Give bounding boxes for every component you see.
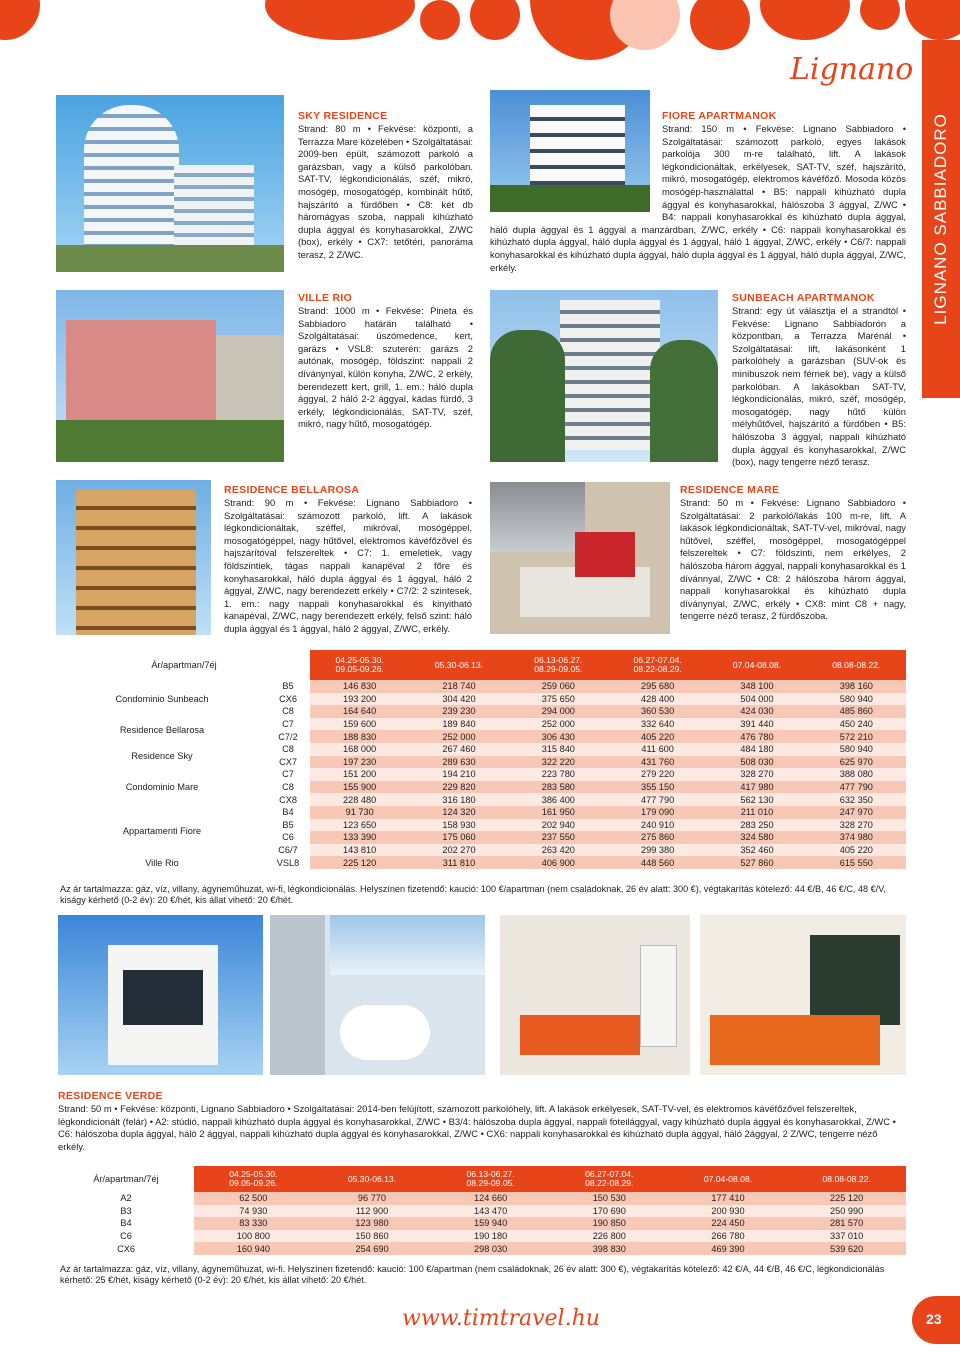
price-cell: 311 810	[409, 856, 508, 869]
price-cell: 580 940	[807, 693, 906, 706]
price-cell: 252 000	[509, 718, 608, 731]
decor-dot	[420, 0, 460, 40]
sky-residence-block	[298, 110, 473, 262]
apartment-code: C8	[266, 743, 310, 756]
price-cell: 281 570	[787, 1217, 906, 1230]
price-row	[58, 768, 906, 781]
price-cell: 283 580	[509, 781, 608, 794]
price-row	[58, 806, 906, 819]
price-table-main-note: Az ár tartalmazza: gáz, víz, villany, ágyneműhuzat, wi-fi, légkondicionálás. Helyszínen fizetendő: kaució: 100 €/apartman (nem családoknak, 26 év alatt: 300 €), végtakarítás kötelező: 44 €/B, 46 €/C, 48 €/V, kiságy kérhető (0-2 év): 20 €/hét, kis állat vihető: 20 €/hét.	[60, 884, 886, 906]
price-cell: 386 400	[509, 793, 608, 806]
price-cell: 477 790	[807, 781, 906, 794]
property-name: Ville Rio	[58, 856, 266, 869]
price-row	[58, 1205, 906, 1218]
fiore-text: Strand: 150 m • Fekvése: Lignano Sabbiadoro • Szolgáltatásai: számozott parkoló, egyes lakások parkolója 300 m-re található, lift. A lakások légkondicionáltak, erkélyesek, SAT-TV, széf, hajszárító, mikró, mosogatógép, elektromos kávéfőző. Mosoda közös mosógép-használattal • B5: nappali kihúzható dupla ággyal és konyhasarokkal, hálószoba 3 ággyal, Z/WC • B4: nappali konyhasarokkal és kihúzható dupla ággyal, háló dupla ággyal és 1 ággyal a manzárdban, Z/WC, erkély • C6: nappali konyhasarokkal és kihúzható dupla ággyal, háló dupla ággyal és 1 ággyal, háló 1 ággyal, Z/WC, erkély • C6/7: nappali konyhasarokkal és kihúzható dupla ággyal, háló dupla ággyal és 1 ággyal, háló dupla ággyal, Z/WC, erkély.	[490, 123, 906, 273]
fiore-title: FIORE APARTMANOK	[662, 110, 777, 122]
footer-website[interactable]: www.timtravel.hu	[402, 1306, 600, 1331]
region-sidebar	[922, 40, 960, 398]
apartment-code: C8	[266, 705, 310, 718]
price-cell: 211 010	[707, 806, 806, 819]
price-cell: 615 550	[807, 856, 906, 869]
decor-dot	[905, 0, 960, 40]
price-cell: 170 690	[550, 1205, 669, 1218]
price-cell: 424 030	[707, 705, 806, 718]
sunbeach-text: Strand: egy út választja el a strandtól • Fekvése: Lignano Sabbiadorón a központban, a Terrazza Marénál • Szolgáltatásai: lift, lakásonként 1 parkolóhely a garázsban (SUV-ok és minibuszok nem férnek be), vagy a külső parkolóban. A lakásokban SAT-TV, légkondicionálás, mikró, széf, mosógép, mosogatógép, nagy hűtő külön mélyhűtővel, hajszárító a fürdőben • B5: hálószoba 3 ággyal, nappali kihúzható dupla ággyal és konyhasarokkal, Z/WC (box), nagy tengerre néző terasz.	[732, 305, 906, 468]
price-cell: 476 780	[707, 730, 806, 743]
price-cell: 62 500	[194, 1192, 313, 1205]
price-cell: 133 390	[310, 831, 409, 844]
price-cell: 431 760	[608, 756, 707, 769]
price-cell: 450 240	[807, 718, 906, 731]
property-name: Appartamenti Fiore	[58, 806, 266, 856]
price-cell: 259 060	[509, 680, 608, 693]
verde-living-room-photo	[500, 915, 690, 1075]
price-table-main	[58, 650, 906, 869]
period-header: 07.04-08.08.	[669, 1166, 788, 1192]
price-table-verde-note: Az ár tartalmazza: gáz, víz, villany, ágyneműhuzat, wi-fi. Helyszínen fizetendő: kaució: 100 €/apartman (nem családoknak, 26 év alatt: 300 €), végtakarítás kötelező: 42 €/A, 44 €/B, 46 €/C, légkondicionálás kérhető: 25 €/hét, kiságy kérhető (0-2 év): 20 €/hét, kis állat vihető: 20 €/hét.	[60, 1264, 885, 1286]
apartment-code: CX6	[58, 1242, 194, 1255]
apartment-code: B3	[58, 1205, 194, 1218]
apartment-code: VSL8	[266, 856, 310, 869]
decor-dot	[860, 0, 900, 30]
apartment-code: C7	[266, 718, 310, 731]
price-cell: 155 900	[310, 781, 409, 794]
price-cell: 200 930	[669, 1205, 788, 1218]
verde-text: Strand: 50 m • Fekvése: központi, Lignano Sabbiadoro • Szolgáltatásai: 2014-ben felújított, számozott parkolóhely, lift. A lakások erkélyesek, SAT-TV-vel, és elektromos kávéfőzővel felszereltek, légkondicionált (felár) • A2: stúdió, nappali kihúzható dupla ággyal és konyhasarokkal, Z/WC • B3/4: hálószoba dupla ággyal, nappali foteilággyal, vagy kihúzható dupla ággyal és konyhasarokkal, Z/WC • C6: hálószoba dupla ággyal, háló 2 ággyal, nappali kihúzható dupla ággyal és konyhasarokkal, Z/WC • CX6: nappali konyhasarokkal és kihúzható dupla ággyal, háló 2ággyal, 2 Z/WC, tengerre néző erkély.	[58, 1103, 896, 1152]
price-cell: 150 530	[550, 1192, 669, 1205]
price-cell: 239 230	[409, 705, 508, 718]
price-table-corner: Ár/apartman/7éj	[151, 660, 217, 670]
apartment-code: C6	[266, 831, 310, 844]
apartment-code: B5	[266, 680, 310, 693]
property-name: Residence Bellarosa	[58, 718, 266, 743]
apartment-code: B4	[58, 1217, 194, 1230]
apartment-code: CX6	[266, 693, 310, 706]
apartment-code: CX8	[266, 793, 310, 806]
ville-rio-text: Strand: 1000 m • Fekvése: Pineta és Sabbiadoro határán található • Szolgáltatásai: úszómedence, kert, garázs • VSL8: szuterén: garázs 2 autónak, mosógép, földszint: nappali 2 díványnyal, külön konyha, Z/WC, 2 erkély, berendezett kert, grill, 1. em.: háló dupla ággyal, 2 háló 2-2 ággyal, kádas fürdő, 3 erkély, légkondicionálás, SAT-TV, széf, mikró, nagy hűtő, mosogatógép.	[298, 305, 473, 430]
price-cell: 504 000	[707, 693, 806, 706]
price-cell: 146 830	[310, 680, 409, 693]
page-number-badge	[912, 1296, 960, 1344]
ville-rio-block	[298, 292, 473, 431]
price-cell: 189 840	[409, 718, 508, 731]
period-header: 08.08-08.22.	[807, 650, 906, 680]
price-cell: 188 830	[310, 730, 409, 743]
verde-title: RESIDENCE VERDE	[58, 1090, 163, 1102]
price-cell: 193 200	[310, 693, 409, 706]
price-cell: 279 220	[608, 768, 707, 781]
bellarosa-text: Strand: 90 m • Fekvése: Lignano Sabbiadoro • Szolgáltatásai: számozott parkoló, lift. A lakások légkondicionáltak, széffel, mikróval, mosógéppel, mosogatógéppel, nagy hűtővel, elektromos kávéfőzővel és hajszárítóval felszereltek • C7: 1. emeletiek, vagy földszintiek, tágas nappali kanapéval 2 főre és konyhasarokkal, háló dupla ággyal és 1 ággyal, háló 2 ággyal, Z/WC, nagy berendezett erkély • C7/2: 2 szintesek, 1. em.: nagy nappali konyhasarokkal és kinyitható kanapéval, Z/WC, nagy berendezett erkély, felső szint: háló dupla ággyal és 1 ággyal, háló 2 ággyal, Z/WC, erkély.	[224, 497, 472, 634]
apartment-code: C8	[266, 781, 310, 794]
price-row	[58, 1217, 906, 1230]
price-cell: 202 270	[409, 844, 508, 857]
apartment-code: C6	[58, 1230, 194, 1243]
apartment-code: A2	[58, 1192, 194, 1205]
verde-exterior-photo	[58, 915, 263, 1075]
price-cell: 266 780	[669, 1230, 788, 1243]
price-cell: 164 640	[310, 705, 409, 718]
price-cell: 168 000	[310, 743, 409, 756]
price-cell: 275 860	[608, 831, 707, 844]
ville-rio-photo	[56, 290, 284, 462]
price-cell: 348 100	[707, 680, 806, 693]
price-table-verde-corner: Ár/apartman/7éj	[93, 1174, 159, 1184]
price-cell: 289 630	[409, 756, 508, 769]
verde-bedroom-photo	[700, 915, 906, 1075]
price-cell: 267 460	[409, 743, 508, 756]
price-cell: 91 730	[310, 806, 409, 819]
price-cell: 477 790	[608, 793, 707, 806]
price-cell: 143 810	[310, 844, 409, 857]
price-cell: 572 210	[807, 730, 906, 743]
mare-block	[680, 484, 906, 623]
period-header: 05.30-06.13.	[409, 650, 508, 680]
price-cell: 254 690	[313, 1242, 432, 1255]
price-cell: 324 580	[707, 831, 806, 844]
price-cell: 202 940	[509, 819, 608, 832]
price-cell: 229 820	[409, 781, 508, 794]
price-cell: 298 030	[431, 1242, 550, 1255]
price-cell: 322 220	[509, 756, 608, 769]
property-name: Condominio Sunbeach	[58, 680, 266, 718]
price-cell: 159 600	[310, 718, 409, 731]
sunbeach-block	[732, 292, 906, 469]
price-cell: 304 420	[409, 693, 508, 706]
price-cell: 306 430	[509, 730, 608, 743]
sunbeach-title: SUNBEACH APARTMANOK	[732, 292, 875, 304]
apartment-code: C7/2	[266, 730, 310, 743]
apartment-code: B4	[266, 806, 310, 819]
price-row	[58, 1230, 906, 1243]
price-cell: 294 000	[509, 705, 608, 718]
price-cell: 123 650	[310, 819, 409, 832]
mare-title: RESIDENCE MARE	[680, 484, 780, 496]
price-cell: 337 010	[787, 1230, 906, 1243]
verde-balcony-photo	[270, 915, 485, 1075]
property-name: Residence Sky	[58, 743, 266, 768]
sky-residence-photo	[56, 95, 284, 272]
price-cell: 469 390	[669, 1242, 788, 1255]
price-cell: 316 180	[409, 793, 508, 806]
period-header: 06.27-07.04. 08.22-08.29.	[550, 1166, 669, 1192]
price-cell: 151 200	[310, 768, 409, 781]
place-title: Lignano	[790, 52, 914, 87]
price-cell: 218 740	[409, 680, 508, 693]
bellarosa-title: RESIDENCE BELLAROSA	[224, 484, 360, 496]
price-cell: 283 250	[707, 819, 806, 832]
sky-residence-text: Strand: 80 m • Fekvése: központi, a Terrazza Mare közelében • Szolgáltatásai: 2009-ben épült, számozott parkoló a garázsban, vagy a külső parkolóban. SAT-TV, légkondicionálás, széf, mikró, mosógép, mosogatógép, kombinált hűtő, hajszárító a fürdőben • C8: két db háromágyas szoba, nappali kihúzható dupla ággyal és konyhasarokkal, Z/WC (box), erkély • CX7: tetőtéri, panoráma terasz, 2 Z/WC.	[298, 123, 473, 260]
price-cell: 161 950	[509, 806, 608, 819]
price-table-verde	[58, 1166, 906, 1255]
price-cell: 360 530	[608, 705, 707, 718]
price-cell: 315 840	[509, 743, 608, 756]
price-cell: 250 990	[787, 1205, 906, 1218]
price-cell: 508 030	[707, 756, 806, 769]
price-cell: 247 970	[807, 806, 906, 819]
price-cell: 150 860	[313, 1230, 432, 1243]
apartment-code: CX7	[266, 756, 310, 769]
price-cell: 355 150	[608, 781, 707, 794]
price-cell: 388 080	[807, 768, 906, 781]
price-cell: 194 210	[409, 768, 508, 781]
ville-rio-title: VILLE RIO	[298, 292, 353, 304]
price-row	[58, 743, 906, 756]
price-cell: 406 900	[509, 856, 608, 869]
period-header: 07.04-08.08.	[707, 650, 806, 680]
price-cell: 124 320	[409, 806, 508, 819]
price-cell: 237 550	[509, 831, 608, 844]
apartment-code: B5	[266, 819, 310, 832]
mare-text: Strand: 50 m • Fekvése: Lignano Sabbiadoro • Szolgáltatásai: 2 parkoló/lakás 100 m-re, lift. A lakások légkondicionáltak, SAT-TV-vel, mikróval, nagy hűtővel, széffel, mosógéppel, mosogatógéppel felszereltek • C7: földszinti, nem erkélyes, 2 hálószoba három ággyal, nappali konyhasarokkal és 1 dívánnyal, Z/WC • C8: 2 hálószoba három ággyal, nappali konyhasarokkal és kihúzható dupla díványnyal, Z/WC, erkély • CX8: mint C8 + nagy, tengerre néző terasz, 2 fürdőszoba.	[680, 497, 906, 622]
price-cell: 197 230	[310, 756, 409, 769]
period-header: 06.13-06.27. 08.29-09.05.	[431, 1166, 550, 1192]
price-cell: 112 900	[313, 1205, 432, 1218]
price-cell: 190 180	[431, 1230, 550, 1243]
price-cell: 391 440	[707, 718, 806, 731]
price-cell: 123 980	[313, 1217, 432, 1230]
price-cell: 143 470	[431, 1205, 550, 1218]
price-cell: 159 940	[431, 1217, 550, 1230]
price-row	[58, 680, 906, 693]
price-cell: 405 220	[807, 844, 906, 857]
period-header: 05.30-06.13.	[313, 1166, 432, 1192]
price-cell: 527 860	[707, 856, 806, 869]
price-cell: 263 420	[509, 844, 608, 857]
period-header: 04.25-05.30. 09.05-09.26.	[194, 1166, 313, 1192]
price-cell: 160 940	[194, 1242, 313, 1255]
decor-dot	[690, 0, 750, 50]
price-cell: 175 060	[409, 831, 508, 844]
price-cell: 177 410	[669, 1192, 788, 1205]
price-cell: 484 180	[707, 743, 806, 756]
price-cell: 226 800	[550, 1230, 669, 1243]
price-row	[58, 718, 906, 731]
price-cell: 428 400	[608, 693, 707, 706]
price-cell: 223 780	[509, 768, 608, 781]
price-cell: 417 980	[707, 781, 806, 794]
price-cell: 539 620	[787, 1242, 906, 1255]
decor-dot	[470, 0, 520, 40]
price-cell: 352 460	[707, 844, 806, 857]
apartment-code: C7	[266, 768, 310, 781]
price-cell: 328 270	[807, 819, 906, 832]
apartment-code: C6/7	[266, 844, 310, 857]
sky-residence-title: SKY RESIDENCE	[298, 110, 388, 122]
verde-block	[58, 1090, 906, 1153]
price-cell: 328 270	[707, 768, 806, 781]
fiore-block	[490, 110, 906, 274]
price-cell: 299 380	[608, 844, 707, 857]
price-cell: 398 830	[550, 1242, 669, 1255]
period-header: 08.08-08.22.	[787, 1166, 906, 1192]
price-cell: 158 930	[409, 819, 508, 832]
page-number: 23	[926, 1311, 942, 1327]
price-cell: 562 130	[707, 793, 806, 806]
price-row	[58, 1242, 906, 1255]
price-cell: 190 850	[550, 1217, 669, 1230]
price-cell: 580 940	[807, 743, 906, 756]
price-cell: 448 560	[608, 856, 707, 869]
decor-dot	[265, 0, 415, 40]
bellarosa-photo	[56, 480, 211, 635]
price-cell: 375 650	[509, 693, 608, 706]
price-cell: 83 330	[194, 1217, 313, 1230]
price-cell: 179 090	[608, 806, 707, 819]
price-cell: 225 120	[310, 856, 409, 869]
price-cell: 625 970	[807, 756, 906, 769]
price-cell: 252 000	[409, 730, 508, 743]
property-name: Condominio Mare	[58, 768, 266, 806]
price-cell: 96 770	[313, 1192, 432, 1205]
price-cell: 124 660	[431, 1192, 550, 1205]
price-cell: 225 120	[787, 1192, 906, 1205]
period-header: 06.13-06.27. 08.29-09.05.	[509, 650, 608, 680]
price-cell: 411 600	[608, 743, 707, 756]
price-row	[58, 1192, 906, 1205]
mare-photo	[490, 482, 670, 634]
decor-dot	[0, 0, 40, 40]
price-cell: 228 480	[310, 793, 409, 806]
price-row	[58, 856, 906, 869]
period-header: 04.25-05.30. 09.05-09.26.	[310, 650, 409, 680]
price-cell: 485 860	[807, 705, 906, 718]
period-header: 06.27-07.04. 08.22-08.29.	[608, 650, 707, 680]
bellarosa-block	[224, 484, 472, 636]
price-cell: 374 980	[807, 831, 906, 844]
price-cell: 398 160	[807, 680, 906, 693]
price-cell: 632 350	[807, 793, 906, 806]
price-cell: 100 800	[194, 1230, 313, 1243]
price-cell: 240 910	[608, 819, 707, 832]
price-cell: 295 680	[608, 680, 707, 693]
decor-dot	[760, 0, 850, 40]
price-cell: 224 450	[669, 1217, 788, 1230]
price-cell: 405 220	[608, 730, 707, 743]
price-cell: 74 930	[194, 1205, 313, 1218]
region-label: LIGNANO SABBIADORO	[931, 113, 950, 325]
price-cell: 332 640	[608, 718, 707, 731]
sunbeach-photo	[490, 290, 718, 462]
